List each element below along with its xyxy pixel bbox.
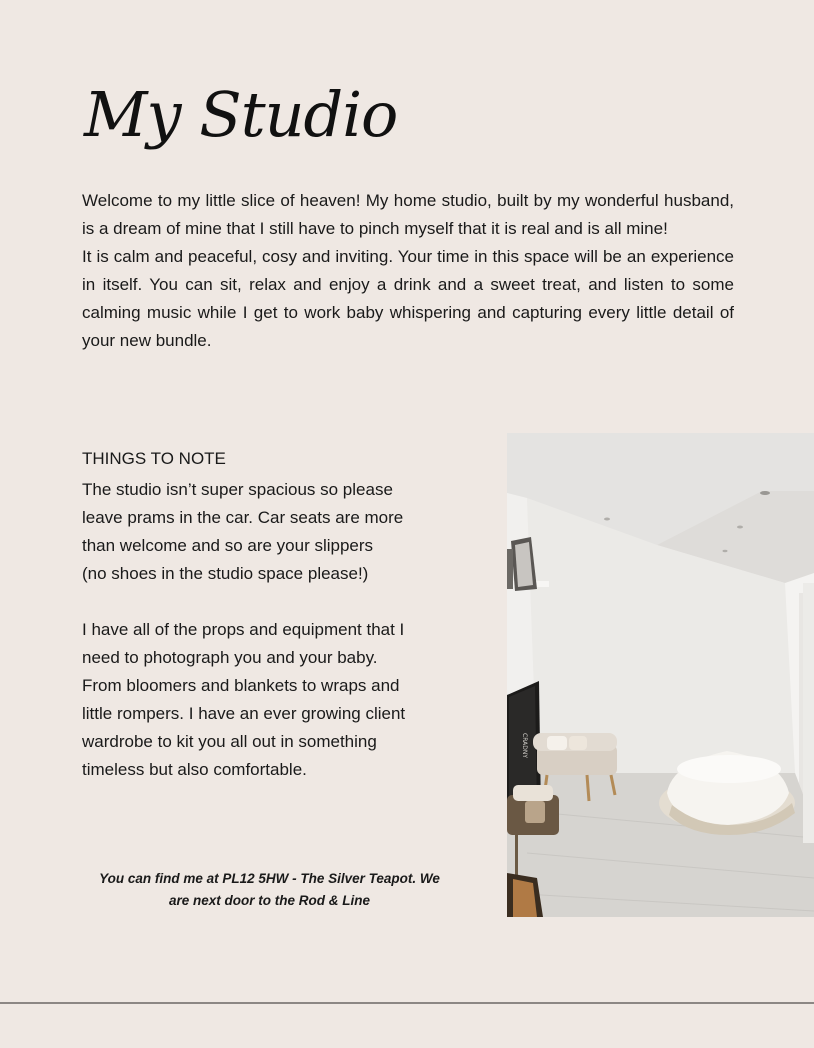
intro-paragraph-1: Welcome to my little slice of heaven! My home studio, built by my wonderful husband, is a dream of mine that I still have to pinch myself that it is real and is all mine! [82, 191, 734, 238]
softbox-label: CRADNY [521, 733, 528, 758]
notes-text [82, 476, 482, 784]
page-title: My Studio [84, 78, 398, 151]
note-line: timeless but also comfortable. [82, 760, 307, 779]
note-line: The studio isn’t super spacious so please [82, 480, 393, 499]
note-line: wardrobe to kit you all out in something [82, 732, 377, 751]
note-line: little rompers. I have an ever growing client [82, 704, 406, 723]
things-to-note-heading: THINGS TO NOTE [82, 449, 226, 468]
intro-text [82, 187, 734, 355]
note-line: From bloomers and blankets to wraps and [82, 676, 400, 695]
intro-paragraph-2: It is calm and peaceful, cosy and inviting. Your time in this space will be an experience in itself. You can sit, relax and enjoy a drink and a sweet treat, and listen to some calming music while I get to work baby whispering and capturing every little detail of your new bundle. [82, 247, 734, 350]
note-line: need to photograph you and your baby. [82, 648, 378, 667]
note-line: leave prams in the car. Car seats are more [82, 508, 404, 527]
note-line: than welcome and so are your slippers [82, 536, 374, 555]
studio-photo [507, 433, 814, 917]
paragraph-gap [82, 588, 482, 616]
note-line: (no shoes in the studio space please!) [82, 564, 369, 583]
location-line-2: are next door to the Rod & Line [168, 893, 370, 908]
note-line: I have all of the props and equipment that I [82, 620, 405, 639]
location-line-1: You can find me at PL12 5HW - The Silver Teapot. We [99, 871, 440, 886]
studio-photo-illustration [507, 433, 814, 917]
location-note [82, 868, 457, 912]
bottom-divider [0, 1002, 814, 1004]
